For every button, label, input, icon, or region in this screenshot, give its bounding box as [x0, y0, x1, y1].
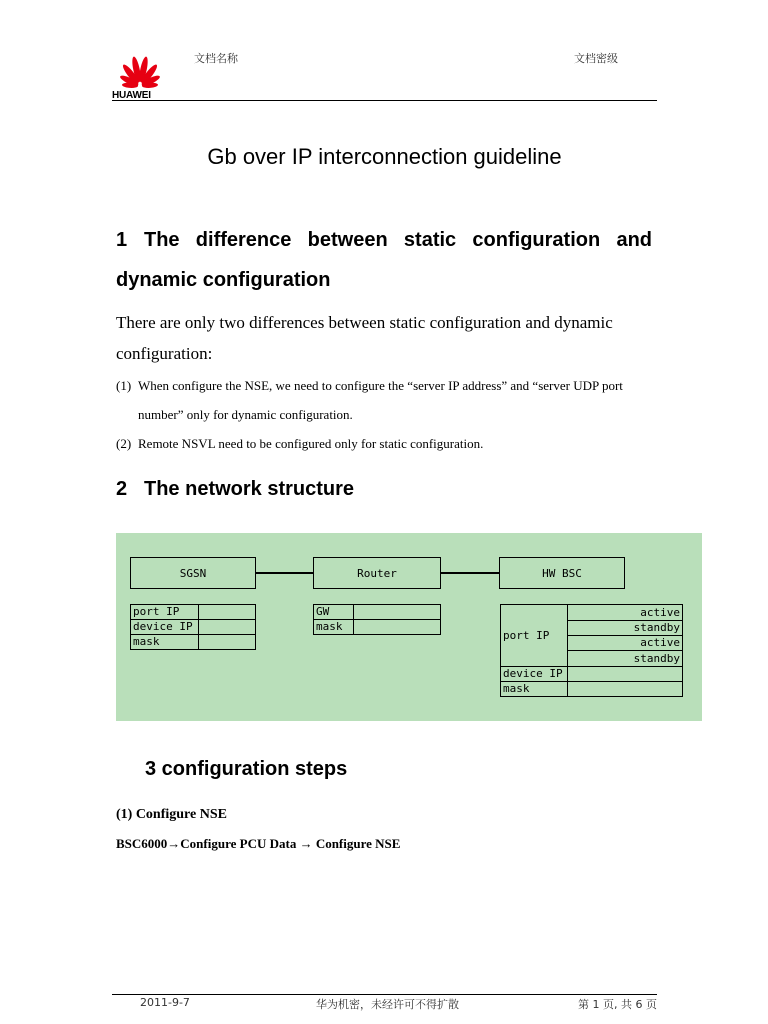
menu-path: BSC6000→Configure PCU Data → Configure NSE — [116, 836, 401, 851]
router-mask-value — [354, 620, 441, 635]
list-item-text: Remote NSVL need to be configured only for static configuration. — [138, 436, 484, 451]
link-sgsn-router — [256, 572, 313, 574]
link-router-bsc — [441, 572, 499, 574]
footer-confidential: 华为机密，未经许可不得扩散 — [316, 998, 459, 1011]
doc-name-label: 文档名称 — [194, 52, 238, 65]
section-1-intro: There are only two differences between static configuration and dynamic configuration: — [116, 313, 613, 363]
section-2-heading-text: The network structure — [144, 478, 355, 500]
bsc-table — [500, 604, 683, 697]
router-gw-label: GW — [314, 605, 354, 620]
router-table — [313, 604, 441, 635]
router-gw-value — [354, 605, 441, 620]
section-1-body — [116, 307, 656, 458]
list-item-text: When configure the NSE, we need to configure the “server IP address” and “server UDP port number” only for dynamic configuration. — [138, 378, 623, 422]
section-2-number: 2 — [116, 478, 128, 500]
sgsn-port-ip-value — [199, 605, 256, 620]
list-item-marker: (2) — [116, 436, 132, 451]
bsc-node: HW BSC — [499, 557, 625, 589]
bsc-device-ip-label: device IP — [501, 667, 568, 682]
sgsn-mask-value — [199, 635, 256, 650]
bsc-mask-value — [568, 682, 683, 697]
header-divider — [112, 100, 657, 101]
router-node: Router — [313, 557, 441, 589]
page-title: Gb over IP interconnection guideline — [207, 144, 562, 169]
sgsn-device-ip-label: device IP — [131, 620, 199, 635]
footer-divider — [112, 994, 657, 995]
network-diagram — [116, 533, 702, 721]
bsc-port-state: standby — [568, 621, 683, 636]
sgsn-port-ip-label: port IP — [131, 605, 199, 620]
bsc-mask-label: mask — [501, 682, 568, 697]
section-3-heading: 3 configuration steps — [145, 758, 348, 780]
bsc-port-ip-label: port IP — [501, 605, 568, 667]
list-item — [116, 429, 656, 458]
list-item-marker: (1) — [116, 378, 132, 393]
bsc-port-state: active — [568, 636, 683, 651]
sgsn-device-ip-value — [199, 620, 256, 635]
doc-class-label: 文档密级 — [574, 52, 618, 65]
step-1-heading: (1) Configure NSE — [116, 807, 227, 822]
list-item — [116, 371, 656, 429]
footer-date: 2011-9-7 — [140, 996, 190, 1009]
bsc-port-state: active — [568, 605, 683, 621]
sgsn-mask-label: mask — [131, 635, 199, 650]
footer-page-number: 第 1 页, 共 6 页 — [578, 998, 657, 1011]
brand-name: HUAWEI — [112, 90, 151, 101]
bsc-port-state: standby — [568, 651, 683, 667]
sgsn-node: SGSN — [130, 557, 256, 589]
section-1-heading — [116, 220, 652, 300]
section-2-heading — [116, 478, 354, 501]
sgsn-table — [130, 604, 256, 650]
section-1-number: 1 — [116, 229, 128, 251]
bsc-device-ip-value — [568, 667, 683, 682]
router-mask-label: mask — [314, 620, 354, 635]
section-1-heading-text: The difference between static configuration and dynamic configuration — [116, 229, 652, 291]
